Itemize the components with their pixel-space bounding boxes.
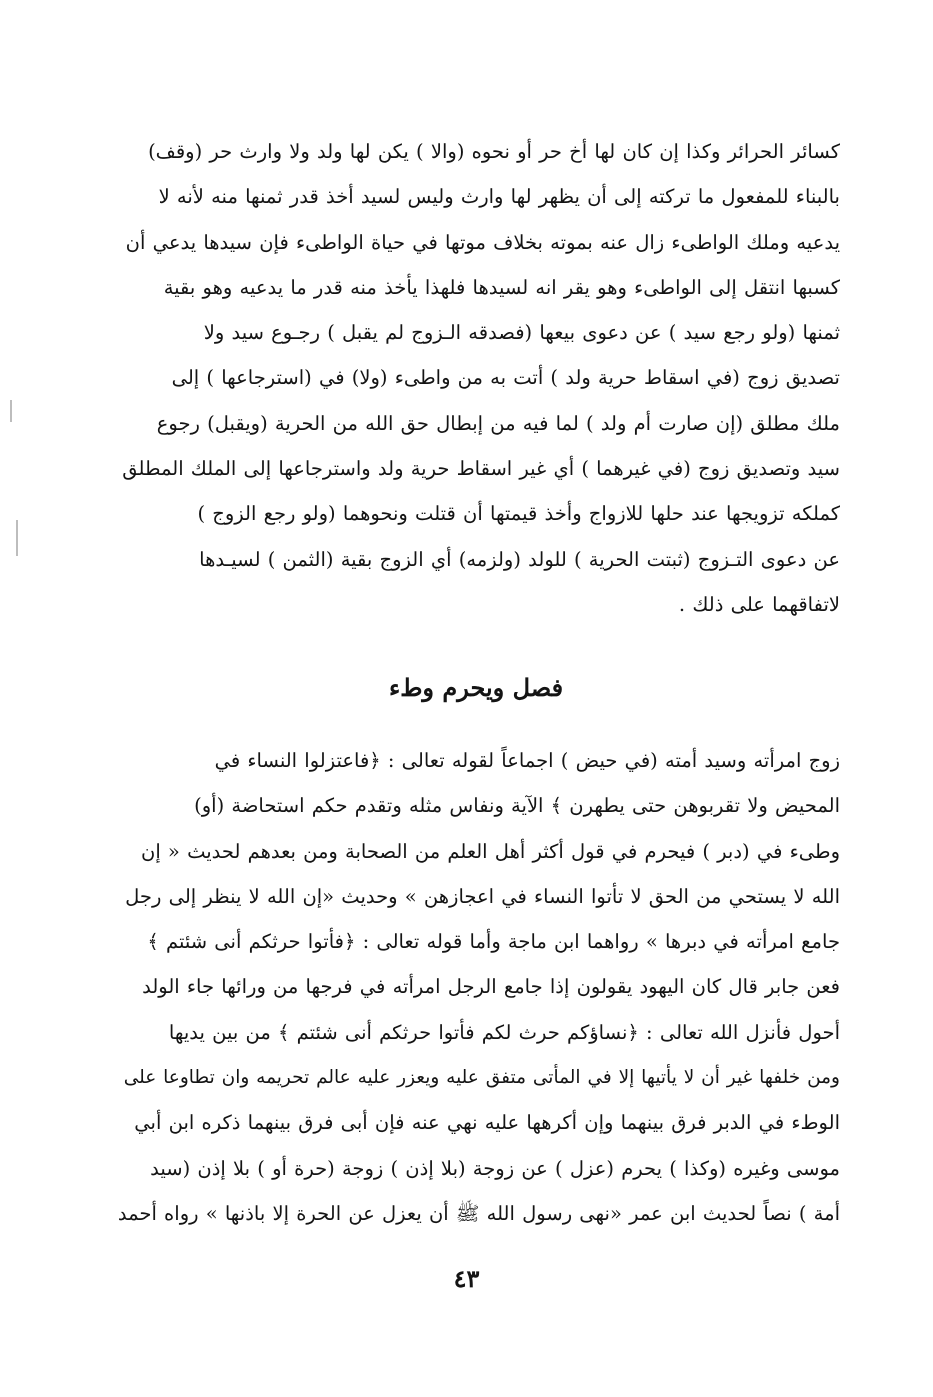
text-line: كسبها انتقل إلى الواطىء وهو يقر انه لسيدها فلهذا يأخذ منه قدر ما يدعيه وهو بقية <box>163 275 840 299</box>
text-line: أحول فأنزل الله تعالى : ﴿نساؤكم حرث لكم فأتوا حرثكم أنى شئتم ﴾ من بين يديها <box>168 1020 840 1044</box>
text-line: جامع امرأته في دبرها » رواهما ابن ماجة وأما قوله تعالى : ﴿فأتوا حرثكم أنى شئتم ﴾ <box>147 930 840 954</box>
text-line: زوج امرأته وسيد أمته (في حيض ) اجماعاً لقوله تعالى : ﴿فاعتزلوا النساء في <box>214 749 840 772</box>
text-line: الله لا يستحي من الحق لا تأتوا النساء في اعجازهن » وحديث «إن الله لا ينظر إلى رجل <box>125 884 840 908</box>
text-line: المحيض ولا تقربوهن حتى يطهرن ﴾ الآية ونفاس مثله وتقدم حكم استحاضة (أو) <box>194 794 840 818</box>
scan-edge-mark <box>10 400 12 422</box>
text-line: وطىء في (دبر ) فيحرم في قول أكثر أهل العلم من الصحابة ومن بعدهم لحديث « إن <box>141 839 840 863</box>
text-line: ومن خلفها غير أن لا يأتيها إلا في المأتى متفق عليه ويعزر عليه عالم تحريمه وان تطاوعا على <box>123 1067 840 1089</box>
text-line: سيد وتصديق زوج (في غيرهما ) أي غير اسقاط حرية ولد واسترجاعها إلى الملك المطلق <box>122 457 840 481</box>
text-line: يدعيه وملك الواطىء زال عنه بموته بخلاف موتها في حياة الواطىء فإن سيدها يدعي أن <box>125 230 840 254</box>
text-line: ملك مطلق (إن صارت أم ولد ) لما فيه من إبطال حق الله من الحرية (ويقبل) رجوع <box>156 411 840 435</box>
text-line: فعن جابر قال كان اليهود يقولون إذا جامع الرجل امرأته في فرجها من ورائها جاء الولد <box>142 975 840 999</box>
bottom-paragraph <box>112 738 840 1236</box>
text-line: أمة ) نصاً لحديث ابن عمر «نهى رسول الله ﷺ أن يعزل عن الحرة إلا باذنها » رواه أحمد <box>117 1201 840 1225</box>
text-line: عن دعوى التـزوج (ثبتت الحرية ) للولد (ولزمه) أي الزوج بقية (الثمن ) لسيـدها <box>199 547 840 571</box>
text-line: ثمنها (ولو رجع سيد ) عن دعوى بيعها (فصدقه الـزوج لم يقبل ) رجـوع سيد ولا <box>203 321 840 345</box>
scan-edge-mark <box>16 520 18 556</box>
top-paragraph <box>112 129 840 627</box>
text-line: تصديق زوج (في اسقاط حرية ولد ) أتت به من واطىء (ولا) في (استرجاعها ) إلى <box>171 366 840 390</box>
page-number: ٤٣ <box>453 1264 480 1293</box>
section-heading: فصل ويحرم وطء <box>388 673 564 702</box>
text-line: لاتفاقهما على ذلك . <box>678 592 840 616</box>
text-line: بالبناء للمفعول ما تركته إلى أن يظهر لها وارث وليس لسيد أخذ قدر ثمنها منه لأنه لا <box>158 185 840 209</box>
text-line: موسى وغيره (وكذا ) يحرم (عزل ) عن زوجة (بلا إذن ) زوجة (حرة أو ) بلا إذن (سيد <box>150 1156 840 1180</box>
text-line: كسائر الحرائر وكذا إن كان لها أخ حر أو نحوه (والا ) يكن لها ولد ولا وارث حر (وقف) <box>148 140 840 163</box>
text-line: الوطء في الدبر فرق بينهما وإن أكرهها عليه نهي عنه فإن أبى فرق بينهما ذكره ابن أبي <box>134 1111 840 1135</box>
text-line: كملكه تزويجها عند حلها للازواج وأخذ قيمتها أن قتلت ونحوهما (ولو رجع الزوج ) <box>197 502 840 526</box>
